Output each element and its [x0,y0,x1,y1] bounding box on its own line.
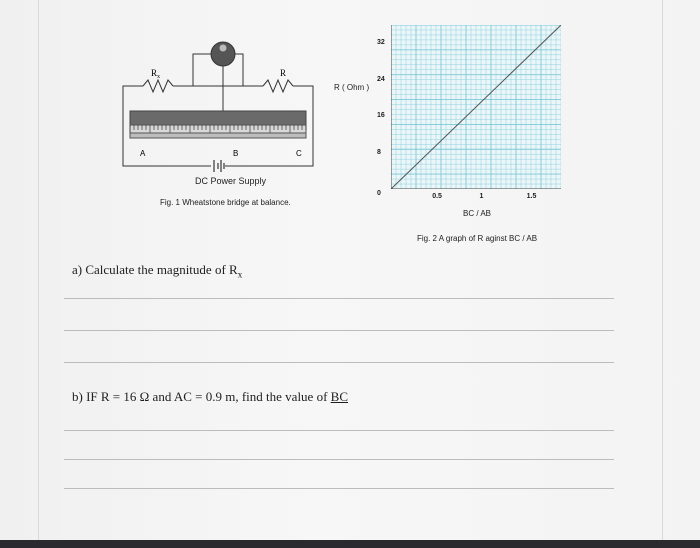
question-b: b) IF R = 16 Ω and AC = 0.9 m, find the value of BC [72,389,349,404]
question-a: a) Calculate the magnitude of $R_x$ [72,262,243,280]
label-b: B [233,149,239,158]
page-edge-right [662,0,663,548]
y-tick-label: 8 [377,148,381,156]
answer-line[interactable] [64,362,614,363]
y-tick-label: 24 [377,75,385,83]
x-tick-label: 1.5 [526,193,537,200]
graph-x-axis-label: BC / AB [463,209,492,218]
page-edge-left [38,0,39,548]
answer-line[interactable] [64,330,614,331]
answer-line[interactable] [64,488,614,489]
y-tick-label: 0 [377,190,381,197]
y-tick-label: 32 [377,39,385,47]
wheatstone-bridge-diagram [118,36,318,176]
label-c: C [296,149,302,158]
x-tick-label: 0.5 [432,193,442,200]
answer-line[interactable] [64,430,614,431]
label-a: A [140,149,146,158]
r-vs-ratio-graph [391,25,561,189]
figure1-caption: Fig. 1 Wheatstone bridge at balance. [160,198,291,207]
dc-power-supply-label: DC Power Supply [195,176,267,186]
x-tick-label: 1 [479,193,484,200]
label-r: R [280,68,287,78]
screen-bottom-bar [0,540,700,548]
r-resistor [263,80,293,92]
label-rx: $R_x$ [151,68,161,80]
rx-resistor [143,80,173,92]
meter-rule [130,111,306,125]
figure2-caption: Fig. 2 A graph of R aginst BC / AB [417,234,538,243]
graph-y-axis-label: R ( Ohm ) [334,83,370,92]
answer-line[interactable] [64,459,614,460]
answer-line[interactable] [64,298,614,299]
y-tick-label: 16 [377,112,385,120]
